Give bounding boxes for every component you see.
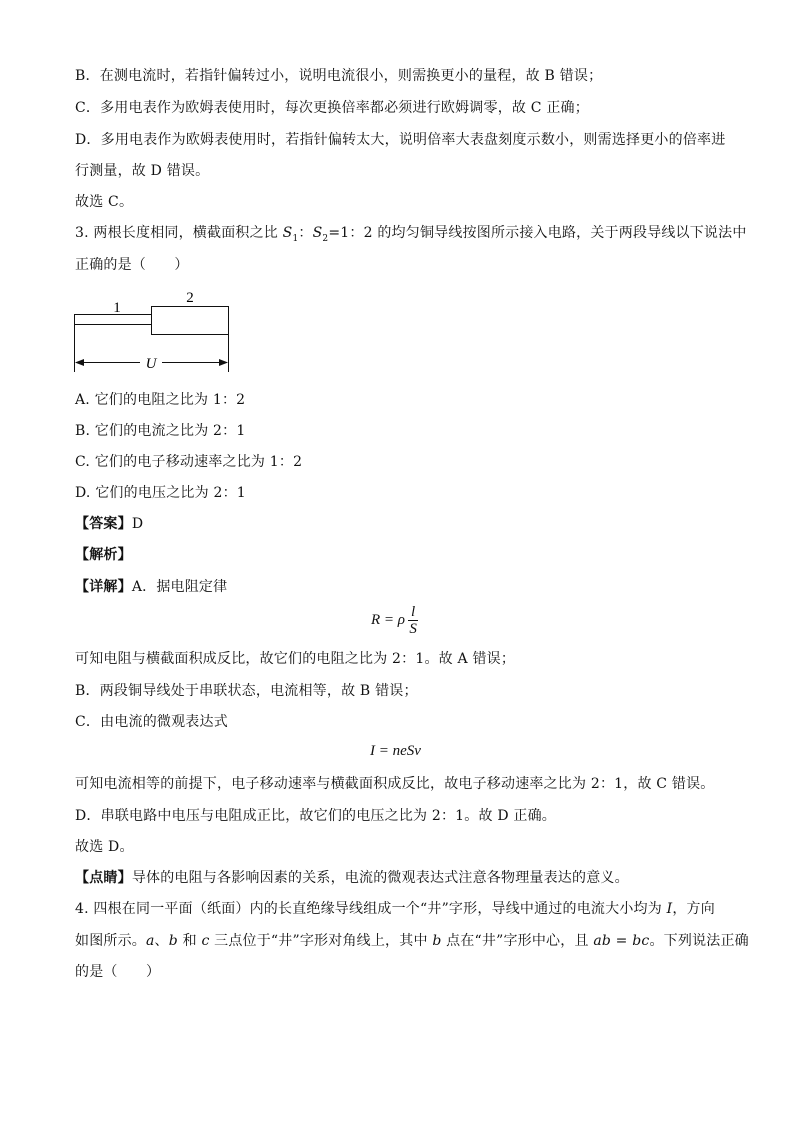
- label-voltage: U: [145, 356, 157, 372]
- text-line: 故选 C。: [75, 194, 134, 210]
- detail-line: 【详解】A．据电阻定律: [75, 579, 228, 595]
- wire-diagram: [70, 284, 240, 376]
- label-wire-1: 1: [113, 300, 121, 316]
- option-c: C. 它们的电子移动速率之比为 1：2: [75, 454, 303, 470]
- resistance-formula: R = ρ $\frac{l}{S}$: [371, 604, 417, 637]
- text-line: D．多用电表作为欧姆表使用时，若指针偏转太大，说明倍率大表盘刻度示数小，则需选择更小的倍率进: [75, 132, 726, 148]
- arrowhead-right: [219, 359, 228, 366]
- text-line: B．在测电流时，若指针偏转过小，说明电流很小，则需换更小的量程，故 B 错误；: [75, 68, 603, 84]
- question-4-stem-end: 的是（ ）: [75, 964, 161, 980]
- question-4-stem: 4. 四根在同一平面（纸面）内的长直绝缘导线组成一个“井”字形，导线中通过的电流大小均为 I，方向: [75, 901, 715, 917]
- option-d: D. 它们的电压之比为 2：1: [75, 485, 246, 501]
- current-formula: I = neSv: [370, 743, 421, 759]
- option-b: B. 它们的电流之比为 2：1: [75, 423, 246, 439]
- question-4-stem: 如图所示。a、b 和 c 三点位于“井”字形对角线上，其中 b 点在“井”字形中心，且 ab = bc。下列说法正确: [75, 933, 749, 949]
- label-wire-2: 2: [186, 290, 194, 306]
- thick-wire: [152, 307, 229, 335]
- text-line: B．两段铜导线处于串联状态，电流相等，故 B 错误；: [75, 683, 418, 699]
- arrowhead-left: [75, 359, 84, 366]
- text-line: 行测量，故 D 错误。: [75, 163, 210, 179]
- question-3-stem: 3. 两根长度相同，横截面积之比 $S_1$：$S_2=1$：2 的均匀铜导线按图所示接入电路，关于两段导线以下说法中: [75, 225, 747, 244]
- option-a: A. 它们的电阻之比为 1：2: [75, 392, 246, 408]
- text-line: C．由电流的微观表达式: [75, 714, 228, 730]
- analysis-heading: 【解析】: [75, 547, 132, 563]
- comment-line: 【点睛】导体的电阻与各影响因素的关系，电流的微观表达式注意各物理量表达的意义。: [75, 870, 629, 886]
- text-line: 故选 D。: [75, 839, 134, 855]
- text-line: C．多用电表作为欧姆表使用时，每次更换倍率都必须进行欧姆调零，故 C 正确；: [75, 100, 589, 116]
- text-line: 可知电流相等的前提下，电子移动速率与横截面积成反比，故电子移动速率之比为 2：1，故 C 错误。: [75, 776, 715, 792]
- thin-wire: [75, 315, 152, 325]
- text-line: D．串联电路中电压与电阻成正比，故它们的电压之比为 2：1。故 D 正确。: [75, 808, 557, 824]
- text-line: 可知电阻与横截面积成反比，故它们的电阻之比为 2：1。故 A 错误；: [75, 651, 516, 667]
- answer-line: 【答案】D: [75, 516, 144, 532]
- question-3-stem-end: 正确的是（ ）: [75, 257, 189, 273]
